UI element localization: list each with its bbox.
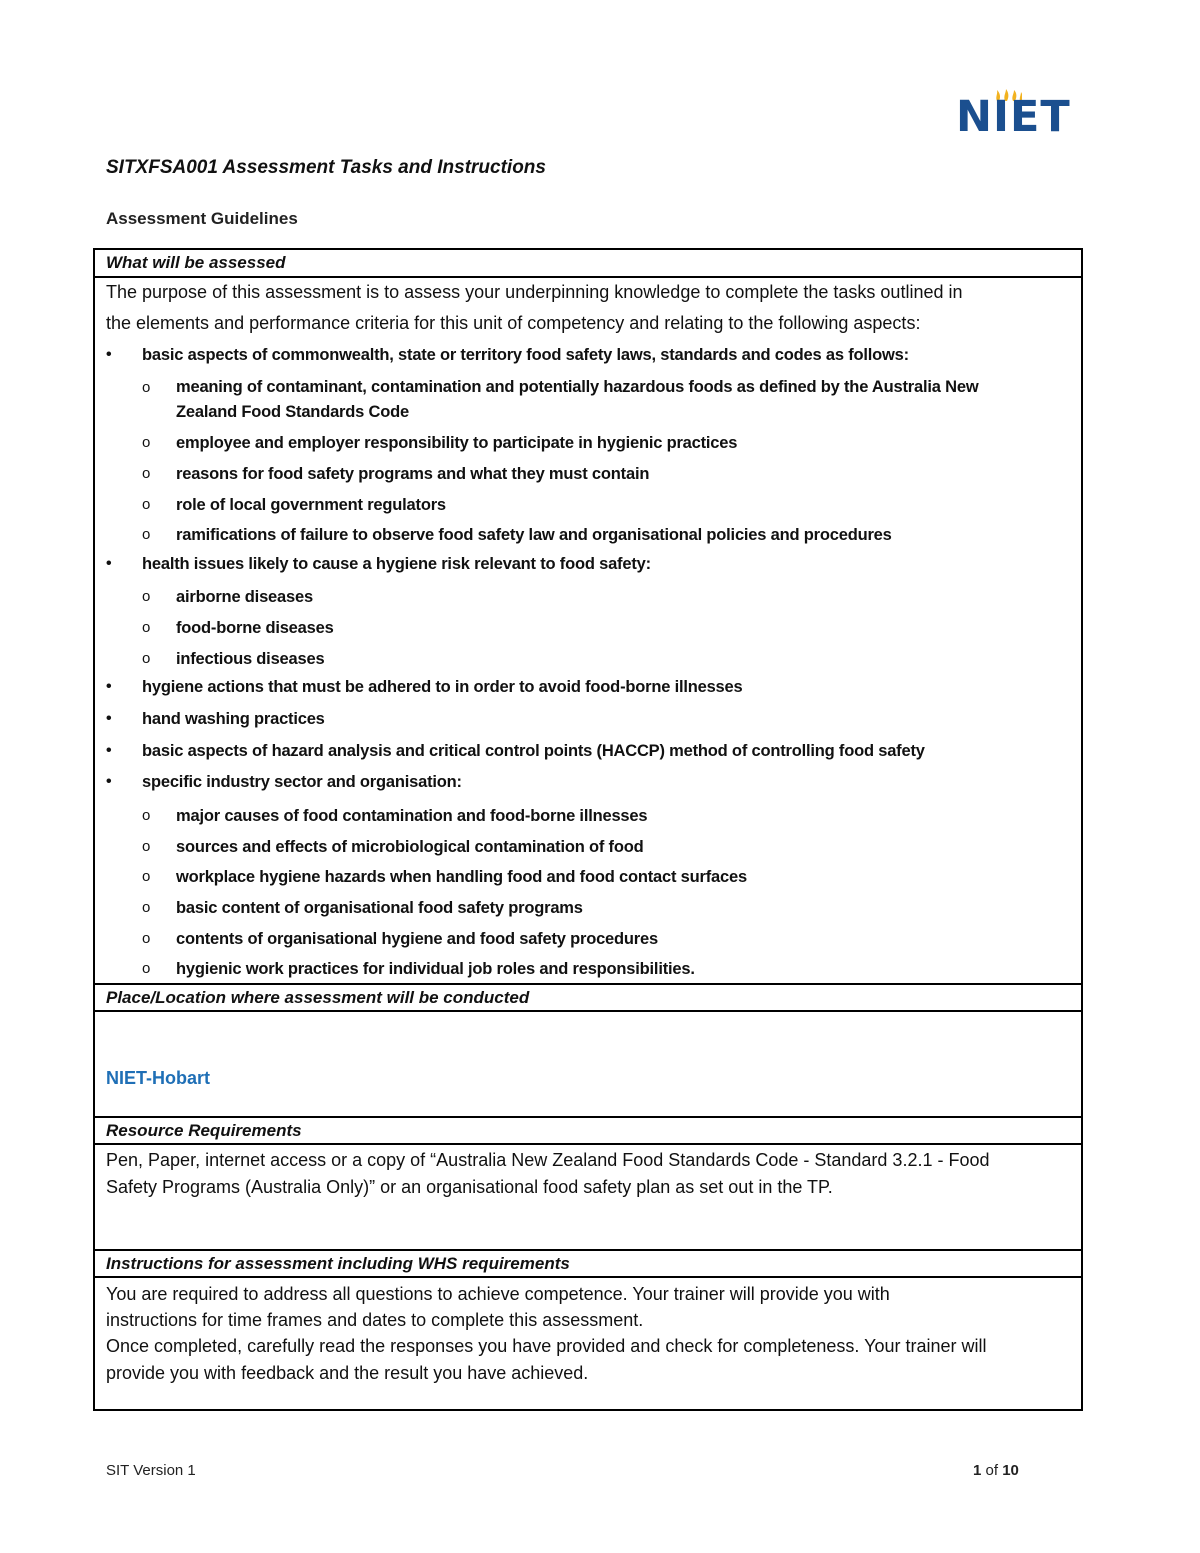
sub-bullet-icon: o <box>142 465 151 482</box>
bullet-icon: • <box>106 773 112 790</box>
sub-bullet-icon: o <box>142 868 151 885</box>
sub-bullet-icon: o <box>142 434 151 451</box>
document-title: SITXFSA001 Assessment Tasks and Instructions <box>106 157 546 178</box>
section-heading-location: Place/Location where assessment will be conducted <box>95 983 1081 1012</box>
intro-line-1: The purpose of this assessment is to assess your underpinning knowledge to complete the tasks outlined in <box>106 282 963 302</box>
sub-bullet-icon: o <box>142 496 151 513</box>
niet-logo <box>956 88 1096 148</box>
sub-bullet-icon: o <box>142 379 151 396</box>
instructions-line-4: provide you with feedback and the result you have achieved. <box>106 1363 589 1383</box>
bullet-icon: • <box>106 555 112 572</box>
intro-line-2: the elements and performance criteria for this unit of competency and relating to the following aspects: <box>106 313 921 333</box>
footer-version: SIT Version 1 <box>106 1462 196 1479</box>
sub-bullet-icon: o <box>142 899 151 916</box>
sub-list-item: o meaning of contaminant, contamination and potentially hazardous foods as defined by the Australia New Zealand Food Standards Code <box>106 375 1021 427</box>
resource-line-2: Safety Programs (Australia Only)” or an organisational food safety plan as set out in the TP. <box>106 1177 833 1197</box>
instructions-line-1: You are required to address all questions to achieve competence. Your trainer will provide you with <box>106 1284 890 1304</box>
section-heading-what-assessed: What will be assessed <box>95 250 1081 278</box>
bullet-icon: • <box>106 346 112 363</box>
sub-bullet-icon: o <box>142 960 151 977</box>
bullet-icon: • <box>106 678 112 695</box>
bullet-icon: • <box>106 742 112 759</box>
sub-bullet-icon: o <box>142 807 151 824</box>
resource-line-1: Pen, Paper, internet access or a copy of “Australia New Zealand Food Standards Code - Standard 3.2.1 - Food <box>106 1150 990 1170</box>
location-value: NIET-Hobart <box>106 1068 211 1088</box>
logo-text: NIET <box>956 92 1071 142</box>
bullet-icon: • <box>106 710 112 727</box>
instructions-line-3: Once completed, carefully read the responses you have provided and check for completeness. Your trainer will <box>106 1336 987 1356</box>
assessment-guidelines-table: What will be assessed The purpose of this assessment is to assess your underpinning knowledge to complete the tasks outlined in the elements and performance criteria for this unit of competency and relating to the following aspects: • basic aspects of commonwealth, state or territory food safety laws, standards and codes as follows: o meaning of contaminant, contamination and potentially hazardous foods as defined by the Australia New Zealand Food Standards Code o employee and employer responsibility to participate in hygienic practices o reasons for food safety programs and what they must contain o role of local government regulators o ramifications of failure to observe food safety law and organisational policies and procedures • health issues likely to cause a hygiene risk relevant to food safety: o airborne diseases o food-borne diseases o infectious diseases • hygiene actions that must be adhered to in order to avoid food-borne illnesses • hand washing practices • basic aspects of hazard analysis and critical control points (HACCP) method of controlling food safety • specific industry sector and organisation: o major causes of food contamination and food-borne illnesses o sources and effects of microbiological contamination of food o workplace hygiene hazards when handling food and food contact surfaces o basic content of organisational food safety programs o contents of organisational hygiene and food safety procedures o hygienic work practices for individual job roles and responsibilities. Place/Location where assessment will be conducted NIET-Hobart Resource Requirements Pen, Paper, internet access or a copy of “Australia New Zealand Food Standards Code - Standard 3.2.1 - Food Safety Programs (Australia Only)” or an organisational food safety plan as set out in the TP. Instructions for assessment including WHS requirements You are required to address all questions to achieve competence. Your trainer will provide you with instructions for time frames and dates to complete this assessment. Once completed, carefully read the responses you have provided and check for completeness. Your trainer will provide you with feedback and the result you have achieved. <box>93 248 1083 1411</box>
sub-bullet-icon: o <box>142 619 151 636</box>
page-number: 1 of 10 <box>973 1462 1019 1479</box>
section-heading-instructions: Instructions for assessment including WHS requirements <box>95 1249 1081 1278</box>
section-heading-resources: Resource Requirements <box>95 1116 1081 1145</box>
instructions-line-2: instructions for time frames and dates to complete this assessment. <box>106 1310 644 1330</box>
sub-bullet-icon: o <box>142 650 151 667</box>
sub-bullet-icon: o <box>142 838 151 855</box>
document-subtitle: Assessment Guidelines <box>106 209 298 228</box>
sub-bullet-icon: o <box>142 588 151 605</box>
sub-bullet-icon: o <box>142 526 151 543</box>
sub-bullet-icon: o <box>142 930 151 947</box>
